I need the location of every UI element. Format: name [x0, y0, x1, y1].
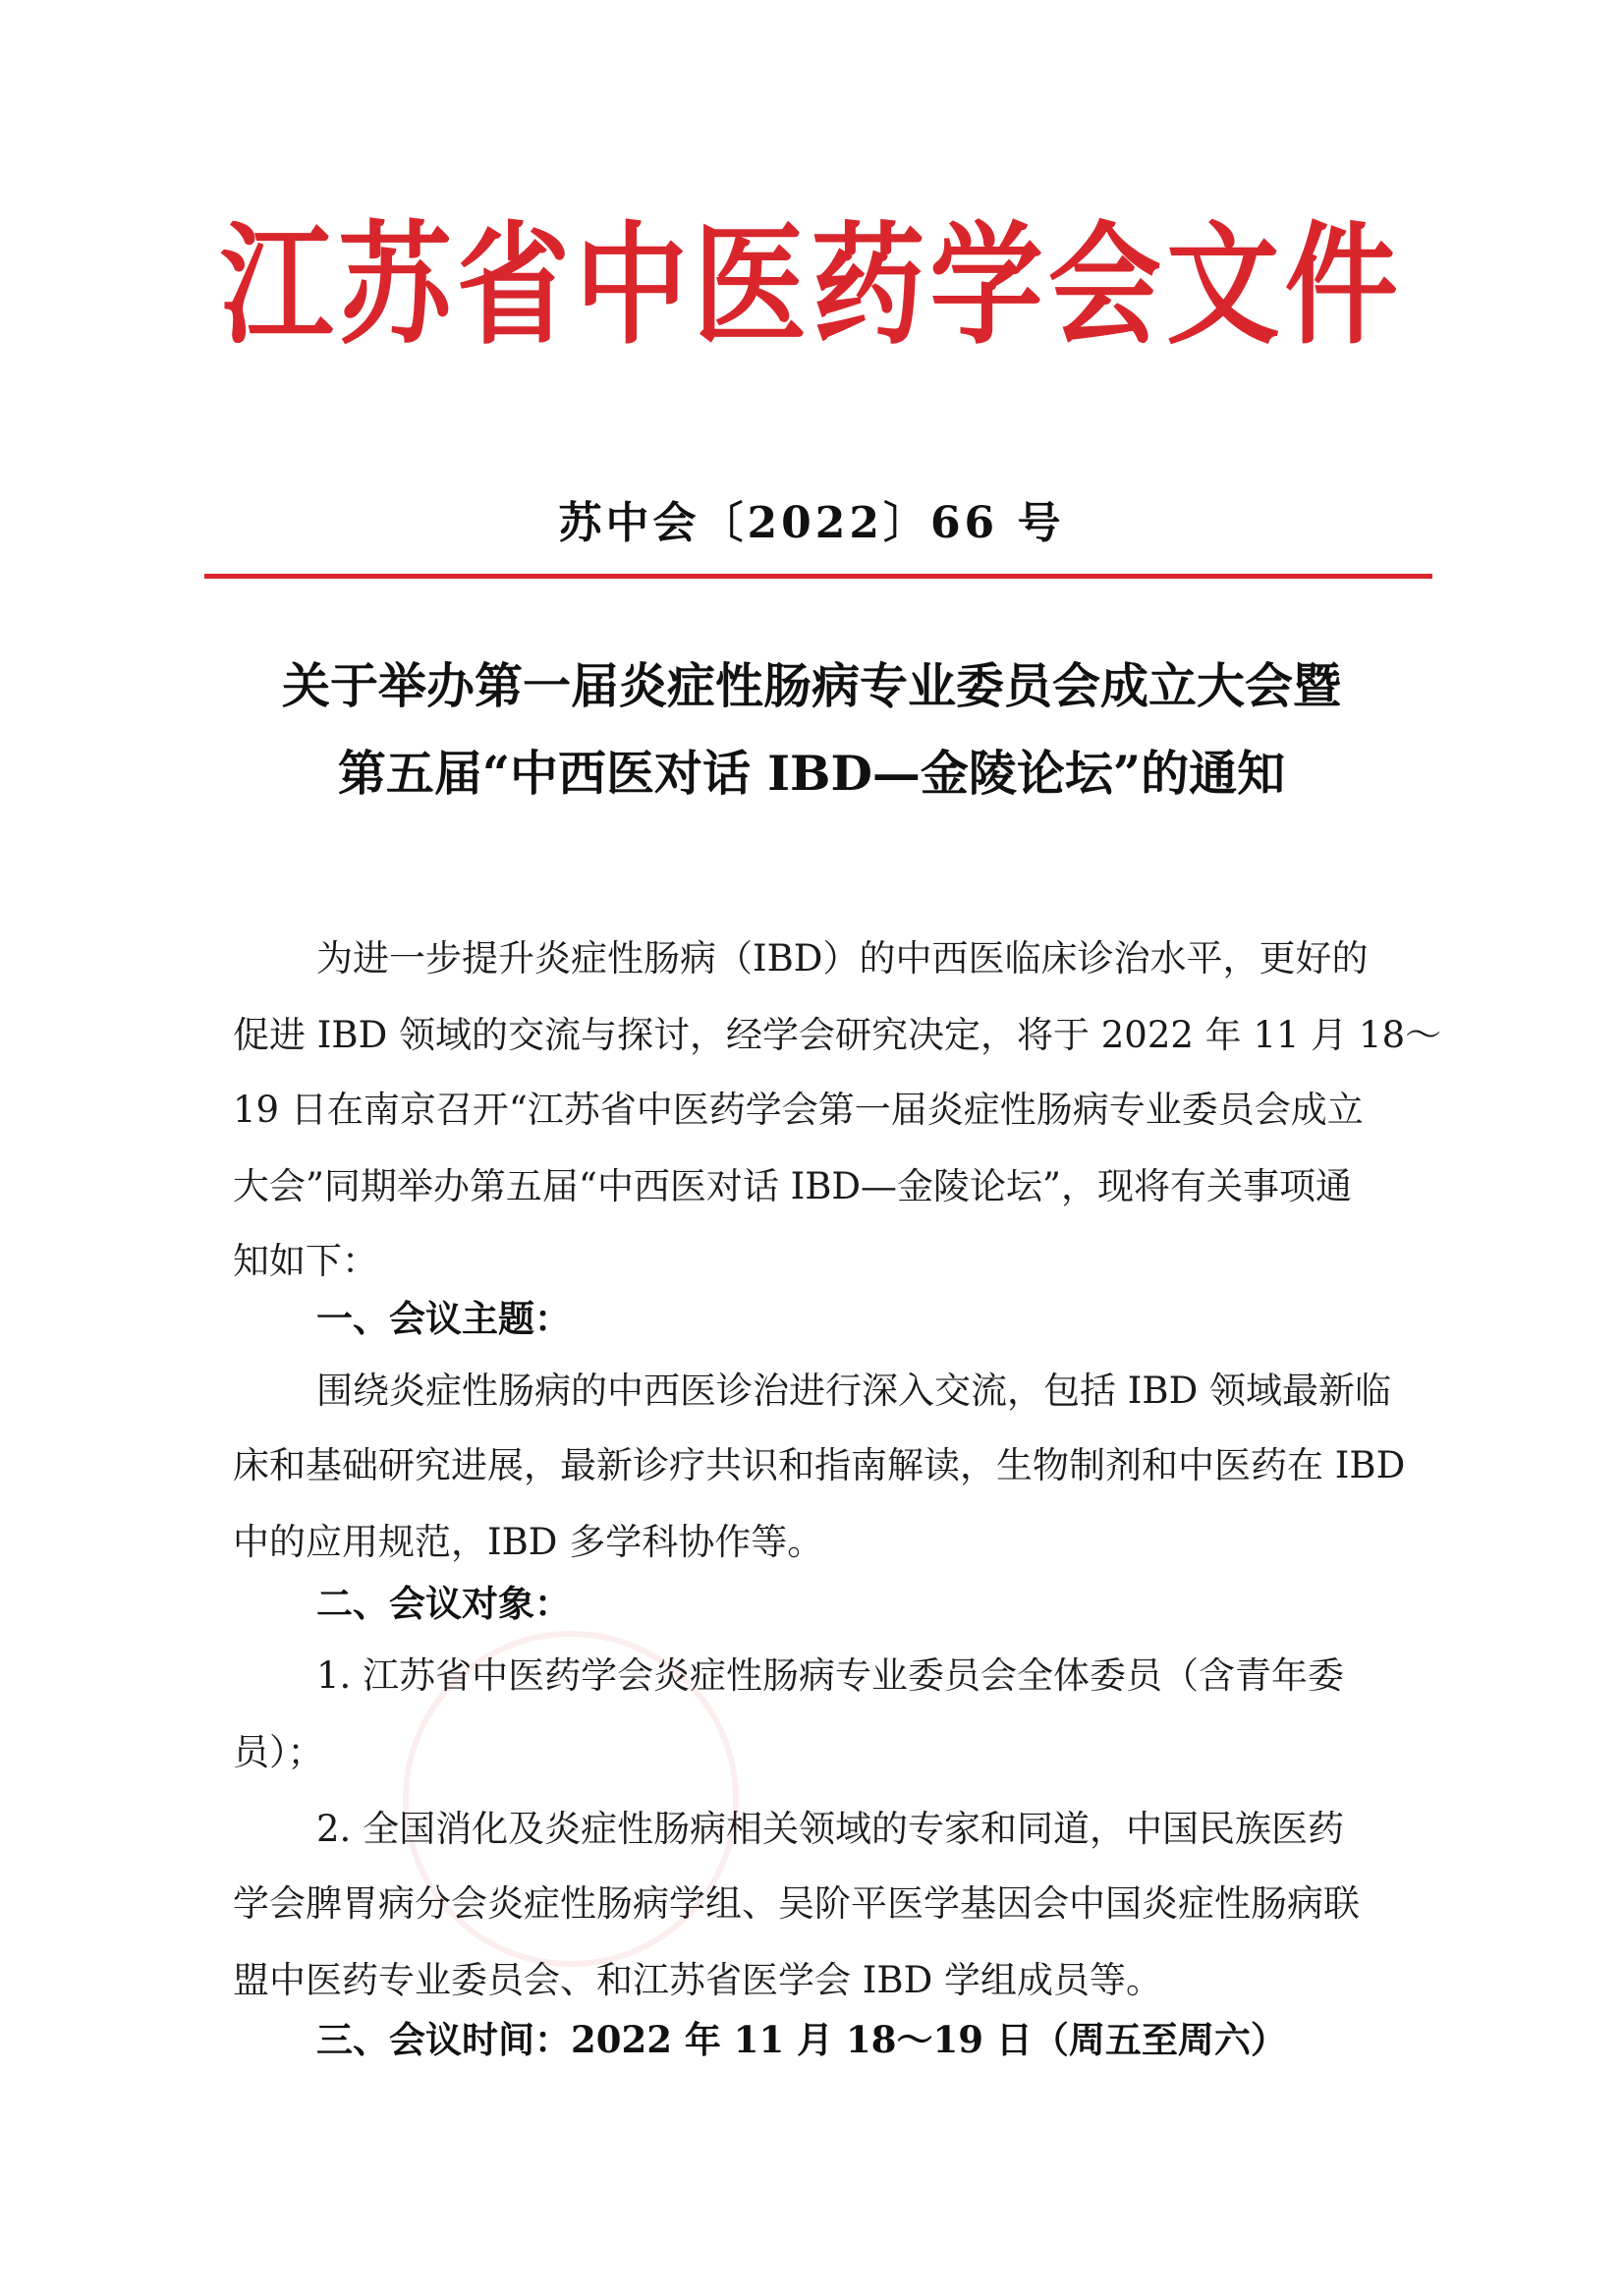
- header-red-rule: [204, 574, 1432, 579]
- intro-line: 为进一步提升炎症性肠病（IBD）的中西医临床诊治水平，更好的: [316, 937, 1369, 980]
- section1-line: 床和基础研究进展，最新诊疗共识和指南解读，生物制剂和中医药在 IBD: [233, 1444, 1406, 1486]
- section-heading-theme: 一、会议主题：: [316, 1297, 571, 1340]
- notice-title-line-1: 关于举办第一届炎症性肠病专业委员会成立大会暨: [281, 657, 1341, 714]
- document-number: 苏中会〔2022〕66 号: [558, 498, 1065, 548]
- section-heading-attendees: 二、会议对象：: [316, 1582, 571, 1625]
- section1-line: 围绕炎症性肠病的中西医诊治进行深入交流，包括 IBD 领域最新临: [316, 1370, 1391, 1412]
- section2-item2-line: 2. 全国消化及炎症性肠病相关领域的专家和同道，中国民族医药: [316, 1808, 1345, 1850]
- section1-line: 中的应用规范，IBD 多学科协作等。: [233, 1521, 824, 1563]
- org-header-title: 江苏省中医药学会文件: [219, 207, 1403, 363]
- section2-item2-line: 学会脾胃病分会炎症性肠病学组、吴阶平医学基因会中国炎症性肠病联: [233, 1882, 1360, 1925]
- section-heading-time: 三、会议时间：2022 年 11 月 18～19 日（周五至周六）: [316, 2018, 1287, 2061]
- section2-item1-line: 员）；: [233, 1731, 324, 1773]
- notice-title-line-2: 第五届“中西医对话 IBD—金陵论坛”的通知: [337, 745, 1286, 802]
- intro-line: 知如下：: [233, 1240, 378, 1282]
- section2-item1-line: 1. 江苏省中医药学会炎症性肠病专业委员会全体委员（含青年委: [316, 1654, 1345, 1697]
- intro-line: 大会”同期举办第五届“中西医对话 IBD—金陵论坛”，现将有关事项通: [233, 1165, 1352, 1207]
- intro-line: 促进 IBD 领域的交流与探讨，经学会研究决定，将于 2022 年 11 月 18～: [233, 1014, 1442, 1056]
- section2-item2-line: 盟中医药专业委员会、和江苏省医学会 IBD 学组成员等。: [233, 1959, 1162, 2001]
- intro-line: 19 日在南京召开“江苏省中医药学会第一届炎症性肠病专业委员会成立: [233, 1089, 1364, 1131]
